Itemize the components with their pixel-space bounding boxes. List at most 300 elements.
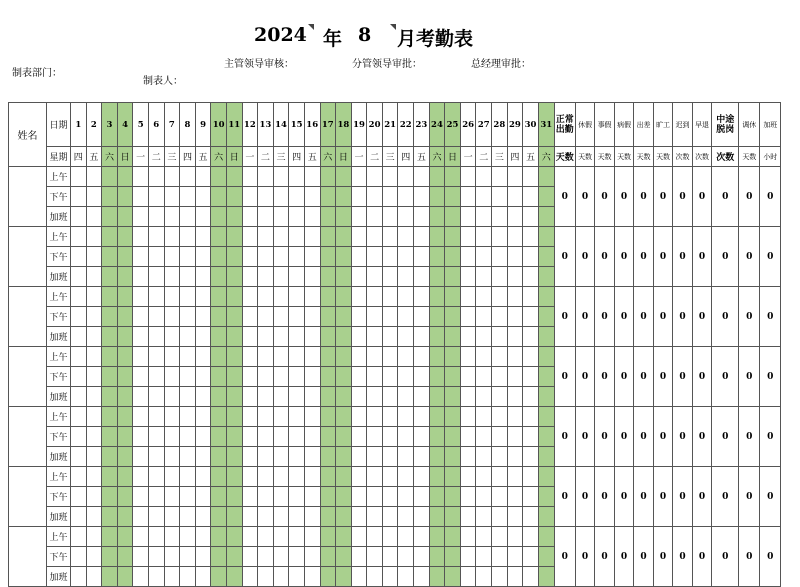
attendance-cell[interactable]	[148, 427, 164, 447]
attendance-cell[interactable]	[538, 227, 554, 247]
attendance-cell[interactable]	[195, 447, 211, 467]
attendance-cell[interactable]	[180, 167, 196, 187]
attendance-cell[interactable]	[71, 547, 87, 567]
attendance-cell[interactable]	[304, 287, 320, 307]
attendance-cell[interactable]	[351, 427, 367, 447]
attendance-cell[interactable]	[289, 507, 305, 527]
attendance-cell[interactable]	[242, 287, 258, 307]
attendance-cell[interactable]	[336, 467, 352, 487]
attendance-cell[interactable]	[86, 447, 102, 467]
attendance-cell[interactable]	[476, 407, 492, 427]
attendance-cell[interactable]	[336, 267, 352, 287]
attendance-cell[interactable]	[148, 547, 164, 567]
attendance-cell[interactable]	[258, 527, 274, 547]
attendance-cell[interactable]	[258, 327, 274, 347]
attendance-cell[interactable]	[414, 187, 430, 207]
attendance-cell[interactable]	[492, 187, 508, 207]
attendance-cell[interactable]	[86, 167, 102, 187]
attendance-cell[interactable]	[336, 307, 352, 327]
attendance-cell[interactable]	[507, 527, 523, 547]
attendance-cell[interactable]	[102, 167, 118, 187]
attendance-cell[interactable]	[476, 327, 492, 347]
attendance-cell[interactable]	[148, 507, 164, 527]
attendance-cell[interactable]	[304, 227, 320, 247]
attendance-cell[interactable]	[492, 207, 508, 227]
attendance-cell[interactable]	[86, 327, 102, 347]
attendance-cell[interactable]	[492, 347, 508, 367]
attendance-cell[interactable]	[71, 347, 87, 367]
attendance-cell[interactable]	[492, 427, 508, 447]
attendance-cell[interactable]	[523, 387, 539, 407]
attendance-cell[interactable]	[180, 407, 196, 427]
attendance-cell[interactable]	[102, 307, 118, 327]
attendance-cell[interactable]	[320, 527, 336, 547]
attendance-cell[interactable]	[226, 527, 242, 547]
attendance-cell[interactable]	[398, 347, 414, 367]
attendance-cell[interactable]	[476, 307, 492, 327]
attendance-cell[interactable]	[304, 387, 320, 407]
attendance-cell[interactable]	[273, 167, 289, 187]
attendance-cell[interactable]	[320, 447, 336, 467]
attendance-cell[interactable]	[398, 527, 414, 547]
attendance-cell[interactable]	[538, 387, 554, 407]
attendance-cell[interactable]	[507, 427, 523, 447]
attendance-cell[interactable]	[148, 487, 164, 507]
attendance-cell[interactable]	[492, 447, 508, 467]
attendance-cell[interactable]	[195, 187, 211, 207]
attendance-cell[interactable]	[180, 487, 196, 507]
attendance-cell[interactable]	[242, 547, 258, 567]
attendance-cell[interactable]	[289, 547, 305, 567]
attendance-cell[interactable]	[398, 367, 414, 387]
attendance-cell[interactable]	[304, 487, 320, 507]
attendance-cell[interactable]	[538, 307, 554, 327]
attendance-cell[interactable]	[320, 387, 336, 407]
attendance-cell[interactable]	[133, 367, 149, 387]
attendance-cell[interactable]	[258, 287, 274, 307]
attendance-cell[interactable]	[289, 267, 305, 287]
attendance-cell[interactable]	[367, 167, 383, 187]
attendance-cell[interactable]	[195, 387, 211, 407]
attendance-cell[interactable]	[398, 567, 414, 587]
attendance-cell[interactable]	[351, 267, 367, 287]
attendance-cell[interactable]	[445, 207, 461, 227]
attendance-cell[interactable]	[398, 247, 414, 267]
attendance-cell[interactable]	[476, 187, 492, 207]
attendance-cell[interactable]	[507, 347, 523, 367]
attendance-cell[interactable]	[320, 427, 336, 447]
attendance-cell[interactable]	[398, 287, 414, 307]
attendance-cell[interactable]	[460, 327, 476, 347]
attendance-cell[interactable]	[445, 487, 461, 507]
attendance-cell[interactable]	[382, 227, 398, 247]
attendance-cell[interactable]	[148, 447, 164, 467]
attendance-cell[interactable]	[273, 267, 289, 287]
attendance-cell[interactable]	[492, 267, 508, 287]
attendance-cell[interactable]	[367, 507, 383, 527]
attendance-cell[interactable]	[336, 527, 352, 547]
attendance-cell[interactable]	[273, 327, 289, 347]
attendance-cell[interactable]	[195, 547, 211, 567]
attendance-cell[interactable]	[351, 167, 367, 187]
attendance-cell[interactable]	[211, 167, 227, 187]
attendance-cell[interactable]	[445, 367, 461, 387]
attendance-cell[interactable]	[429, 167, 445, 187]
attendance-cell[interactable]	[523, 487, 539, 507]
attendance-cell[interactable]	[226, 447, 242, 467]
attendance-cell[interactable]	[289, 287, 305, 307]
attendance-cell[interactable]	[226, 407, 242, 427]
attendance-cell[interactable]	[195, 307, 211, 327]
attendance-cell[interactable]	[429, 367, 445, 387]
attendance-cell[interactable]	[351, 287, 367, 307]
attendance-cell[interactable]	[398, 167, 414, 187]
attendance-cell[interactable]	[273, 547, 289, 567]
attendance-cell[interactable]	[242, 187, 258, 207]
employee-name-cell[interactable]	[9, 287, 47, 347]
attendance-cell[interactable]	[429, 467, 445, 487]
attendance-cell[interactable]	[492, 567, 508, 587]
attendance-cell[interactable]	[211, 187, 227, 207]
attendance-cell[interactable]	[398, 467, 414, 487]
attendance-cell[interactable]	[507, 567, 523, 587]
attendance-cell[interactable]	[258, 447, 274, 467]
attendance-cell[interactable]	[117, 287, 133, 307]
attendance-cell[interactable]	[367, 447, 383, 467]
attendance-cell[interactable]	[476, 227, 492, 247]
attendance-cell[interactable]	[460, 207, 476, 227]
attendance-cell[interactable]	[492, 407, 508, 427]
attendance-cell[interactable]	[273, 427, 289, 447]
attendance-cell[interactable]	[382, 287, 398, 307]
attendance-cell[interactable]	[336, 427, 352, 447]
attendance-cell[interactable]	[211, 547, 227, 567]
attendance-cell[interactable]	[382, 247, 398, 267]
attendance-cell[interactable]	[148, 387, 164, 407]
attendance-cell[interactable]	[320, 267, 336, 287]
attendance-cell[interactable]	[429, 187, 445, 207]
attendance-cell[interactable]	[445, 247, 461, 267]
attendance-cell[interactable]	[320, 507, 336, 527]
attendance-cell[interactable]	[460, 507, 476, 527]
attendance-cell[interactable]	[71, 247, 87, 267]
attendance-cell[interactable]	[460, 487, 476, 507]
attendance-cell[interactable]	[226, 347, 242, 367]
attendance-cell[interactable]	[382, 507, 398, 527]
attendance-cell[interactable]	[398, 307, 414, 327]
attendance-cell[interactable]	[273, 307, 289, 327]
attendance-cell[interactable]	[492, 307, 508, 327]
attendance-cell[interactable]	[304, 527, 320, 547]
attendance-cell[interactable]	[71, 287, 87, 307]
attendance-cell[interactable]	[304, 507, 320, 527]
attendance-cell[interactable]	[86, 347, 102, 367]
attendance-cell[interactable]	[102, 227, 118, 247]
attendance-cell[interactable]	[507, 467, 523, 487]
attendance-cell[interactable]	[164, 287, 180, 307]
attendance-cell[interactable]	[211, 207, 227, 227]
attendance-cell[interactable]	[382, 467, 398, 487]
attendance-cell[interactable]	[102, 367, 118, 387]
attendance-cell[interactable]	[351, 367, 367, 387]
attendance-cell[interactable]	[180, 307, 196, 327]
attendance-cell[interactable]	[476, 567, 492, 587]
attendance-cell[interactable]	[398, 427, 414, 447]
attendance-cell[interactable]	[180, 227, 196, 247]
attendance-cell[interactable]	[195, 227, 211, 247]
attendance-cell[interactable]	[507, 167, 523, 187]
attendance-cell[interactable]	[476, 287, 492, 307]
attendance-cell[interactable]	[414, 487, 430, 507]
attendance-cell[interactable]	[117, 267, 133, 287]
attendance-cell[interactable]	[382, 307, 398, 327]
attendance-cell[interactable]	[492, 507, 508, 527]
attendance-cell[interactable]	[507, 447, 523, 467]
attendance-cell[interactable]	[538, 267, 554, 287]
attendance-cell[interactable]	[538, 507, 554, 527]
attendance-cell[interactable]	[180, 467, 196, 487]
attendance-cell[interactable]	[71, 307, 87, 327]
attendance-cell[interactable]	[273, 487, 289, 507]
attendance-cell[interactable]	[226, 307, 242, 327]
attendance-cell[interactable]	[242, 507, 258, 527]
attendance-cell[interactable]	[148, 167, 164, 187]
attendance-cell[interactable]	[242, 327, 258, 347]
attendance-cell[interactable]	[476, 547, 492, 567]
attendance-cell[interactable]	[86, 387, 102, 407]
attendance-cell[interactable]	[164, 447, 180, 467]
attendance-cell[interactable]	[211, 307, 227, 327]
attendance-cell[interactable]	[289, 387, 305, 407]
attendance-cell[interactable]	[320, 367, 336, 387]
attendance-cell[interactable]	[273, 567, 289, 587]
attendance-cell[interactable]	[351, 507, 367, 527]
attendance-cell[interactable]	[476, 447, 492, 467]
attendance-cell[interactable]	[523, 547, 539, 567]
attendance-cell[interactable]	[258, 567, 274, 587]
attendance-cell[interactable]	[133, 487, 149, 507]
attendance-cell[interactable]	[102, 467, 118, 487]
attendance-cell[interactable]	[398, 267, 414, 287]
attendance-cell[interactable]	[148, 187, 164, 207]
attendance-cell[interactable]	[195, 427, 211, 447]
attendance-cell[interactable]	[164, 567, 180, 587]
attendance-cell[interactable]	[367, 547, 383, 567]
attendance-cell[interactable]	[382, 167, 398, 187]
attendance-cell[interactable]	[523, 327, 539, 347]
attendance-cell[interactable]	[492, 487, 508, 507]
attendance-cell[interactable]	[523, 507, 539, 527]
attendance-cell[interactable]	[273, 507, 289, 527]
attendance-cell[interactable]	[351, 307, 367, 327]
attendance-cell[interactable]	[304, 367, 320, 387]
attendance-cell[interactable]	[164, 267, 180, 287]
attendance-cell[interactable]	[414, 527, 430, 547]
attendance-cell[interactable]	[382, 527, 398, 547]
attendance-cell[interactable]	[507, 227, 523, 247]
attendance-cell[interactable]	[304, 167, 320, 187]
attendance-cell[interactable]	[304, 347, 320, 367]
attendance-cell[interactable]	[180, 567, 196, 587]
attendance-cell[interactable]	[180, 347, 196, 367]
attendance-cell[interactable]	[102, 387, 118, 407]
attendance-cell[interactable]	[226, 227, 242, 247]
attendance-cell[interactable]	[86, 407, 102, 427]
attendance-cell[interactable]	[336, 567, 352, 587]
attendance-cell[interactable]	[523, 427, 539, 447]
attendance-cell[interactable]	[382, 387, 398, 407]
attendance-cell[interactable]	[148, 527, 164, 547]
attendance-cell[interactable]	[304, 567, 320, 587]
attendance-cell[interactable]	[523, 307, 539, 327]
attendance-cell[interactable]	[117, 367, 133, 387]
attendance-cell[interactable]	[195, 267, 211, 287]
month-dropdown-icon[interactable]	[386, 24, 396, 38]
attendance-cell[interactable]	[117, 187, 133, 207]
attendance-cell[interactable]	[164, 327, 180, 347]
attendance-cell[interactable]	[86, 467, 102, 487]
attendance-cell[interactable]	[289, 347, 305, 367]
attendance-cell[interactable]	[523, 267, 539, 287]
attendance-cell[interactable]	[351, 527, 367, 547]
attendance-cell[interactable]	[382, 447, 398, 467]
attendance-cell[interactable]	[523, 247, 539, 267]
attendance-cell[interactable]	[538, 447, 554, 467]
attendance-cell[interactable]	[336, 167, 352, 187]
attendance-cell[interactable]	[242, 467, 258, 487]
attendance-cell[interactable]	[367, 287, 383, 307]
attendance-cell[interactable]	[429, 327, 445, 347]
attendance-cell[interactable]	[414, 507, 430, 527]
attendance-cell[interactable]	[336, 487, 352, 507]
attendance-cell[interactable]	[414, 427, 430, 447]
attendance-cell[interactable]	[133, 407, 149, 427]
attendance-cell[interactable]	[180, 387, 196, 407]
attendance-cell[interactable]	[538, 467, 554, 487]
attendance-cell[interactable]	[382, 547, 398, 567]
employee-name-cell[interactable]	[9, 227, 47, 287]
attendance-cell[interactable]	[460, 467, 476, 487]
attendance-cell[interactable]	[336, 387, 352, 407]
attendance-cell[interactable]	[429, 567, 445, 587]
attendance-cell[interactable]	[211, 347, 227, 367]
attendance-cell[interactable]	[304, 327, 320, 347]
attendance-cell[interactable]	[351, 227, 367, 247]
attendance-cell[interactable]	[258, 367, 274, 387]
attendance-cell[interactable]	[398, 447, 414, 467]
attendance-cell[interactable]	[445, 187, 461, 207]
attendance-cell[interactable]	[102, 207, 118, 227]
attendance-cell[interactable]	[211, 567, 227, 587]
attendance-cell[interactable]	[211, 247, 227, 267]
attendance-cell[interactable]	[71, 387, 87, 407]
attendance-cell[interactable]	[507, 307, 523, 327]
attendance-cell[interactable]	[429, 387, 445, 407]
attendance-cell[interactable]	[523, 227, 539, 247]
attendance-cell[interactable]	[226, 267, 242, 287]
attendance-cell[interactable]	[382, 327, 398, 347]
attendance-cell[interactable]	[445, 387, 461, 407]
attendance-cell[interactable]	[429, 547, 445, 567]
attendance-cell[interactable]	[320, 327, 336, 347]
attendance-cell[interactable]	[117, 347, 133, 367]
attendance-cell[interactable]	[164, 367, 180, 387]
attendance-cell[interactable]	[414, 287, 430, 307]
attendance-cell[interactable]	[414, 167, 430, 187]
attendance-cell[interactable]	[289, 467, 305, 487]
attendance-cell[interactable]	[71, 327, 87, 347]
attendance-cell[interactable]	[320, 227, 336, 247]
attendance-cell[interactable]	[507, 327, 523, 347]
attendance-cell[interactable]	[382, 427, 398, 447]
attendance-cell[interactable]	[476, 487, 492, 507]
attendance-cell[interactable]	[523, 167, 539, 187]
attendance-cell[interactable]	[476, 207, 492, 227]
attendance-cell[interactable]	[133, 287, 149, 307]
attendance-cell[interactable]	[71, 507, 87, 527]
attendance-cell[interactable]	[460, 407, 476, 427]
attendance-cell[interactable]	[414, 467, 430, 487]
attendance-cell[interactable]	[523, 367, 539, 387]
attendance-cell[interactable]	[304, 547, 320, 567]
attendance-cell[interactable]	[180, 507, 196, 527]
attendance-cell[interactable]	[460, 167, 476, 187]
attendance-cell[interactable]	[320, 287, 336, 307]
attendance-cell[interactable]	[289, 447, 305, 467]
attendance-cell[interactable]	[273, 207, 289, 227]
attendance-cell[interactable]	[211, 227, 227, 247]
attendance-cell[interactable]	[195, 487, 211, 507]
attendance-cell[interactable]	[86, 547, 102, 567]
attendance-cell[interactable]	[195, 367, 211, 387]
attendance-cell[interactable]	[538, 187, 554, 207]
attendance-cell[interactable]	[429, 267, 445, 287]
attendance-cell[interactable]	[195, 207, 211, 227]
attendance-cell[interactable]	[336, 447, 352, 467]
attendance-cell[interactable]	[180, 527, 196, 547]
attendance-cell[interactable]	[211, 387, 227, 407]
attendance-cell[interactable]	[304, 447, 320, 467]
attendance-cell[interactable]	[195, 407, 211, 427]
attendance-cell[interactable]	[492, 467, 508, 487]
attendance-cell[interactable]	[367, 347, 383, 367]
attendance-cell[interactable]	[289, 307, 305, 327]
attendance-cell[interactable]	[351, 547, 367, 567]
attendance-cell[interactable]	[445, 407, 461, 427]
attendance-cell[interactable]	[523, 347, 539, 367]
attendance-cell[interactable]	[148, 287, 164, 307]
attendance-cell[interactable]	[460, 447, 476, 467]
attendance-cell[interactable]	[367, 187, 383, 207]
attendance-cell[interactable]	[148, 227, 164, 247]
attendance-cell[interactable]	[382, 367, 398, 387]
attendance-cell[interactable]	[195, 167, 211, 187]
attendance-cell[interactable]	[164, 227, 180, 247]
attendance-cell[interactable]	[180, 207, 196, 227]
attendance-cell[interactable]	[398, 407, 414, 427]
attendance-cell[interactable]	[351, 447, 367, 467]
attendance-cell[interactable]	[102, 267, 118, 287]
attendance-cell[interactable]	[538, 327, 554, 347]
attendance-cell[interactable]	[429, 207, 445, 227]
attendance-cell[interactable]	[476, 427, 492, 447]
attendance-cell[interactable]	[367, 367, 383, 387]
attendance-cell[interactable]	[258, 507, 274, 527]
attendance-cell[interactable]	[102, 407, 118, 427]
attendance-cell[interactable]	[133, 507, 149, 527]
attendance-cell[interactable]	[476, 267, 492, 287]
attendance-cell[interactable]	[336, 407, 352, 427]
